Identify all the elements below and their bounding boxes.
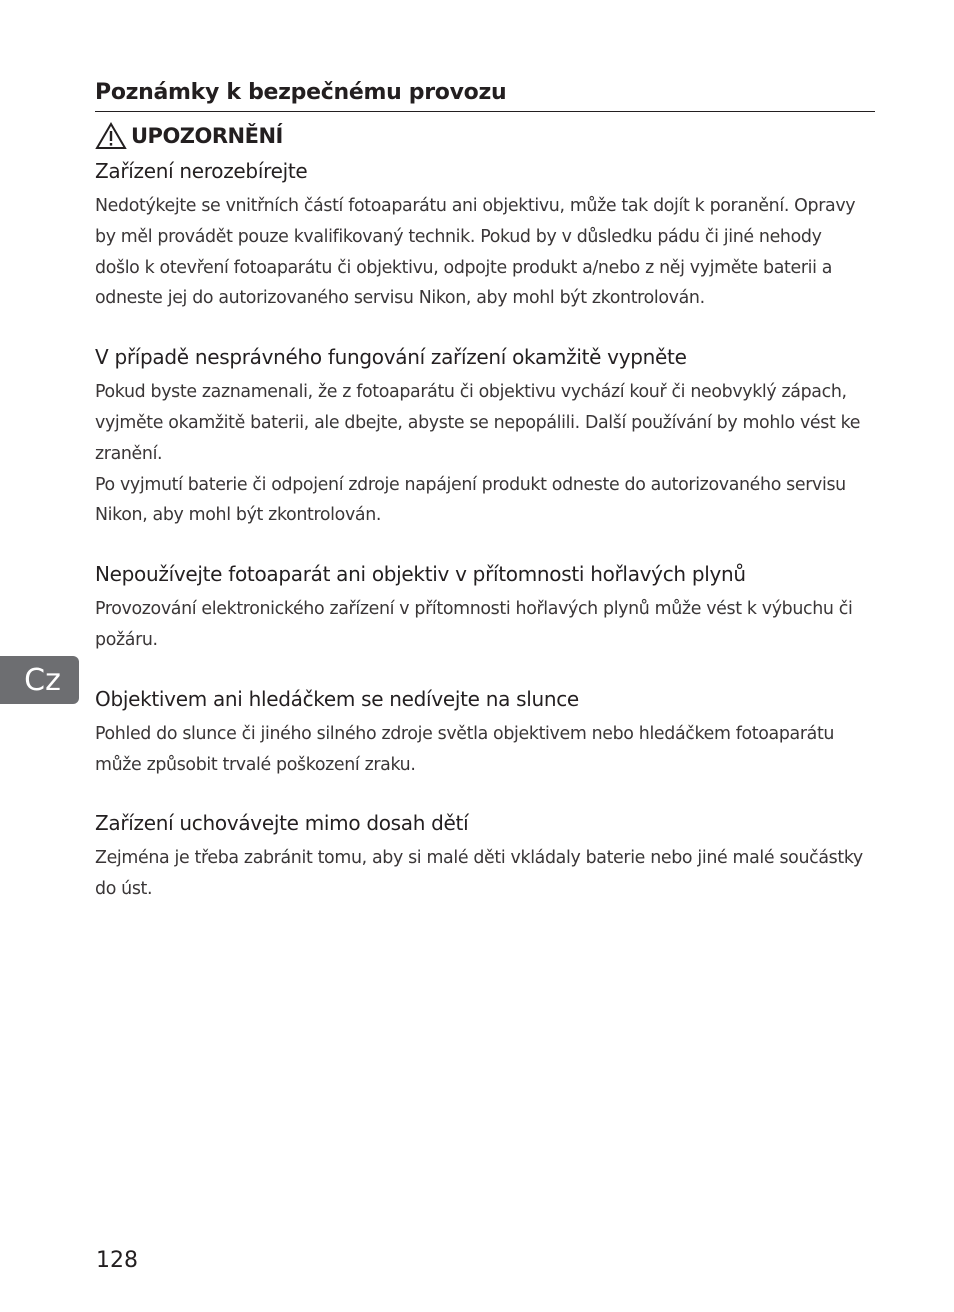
warning-triangle-icon — [95, 122, 127, 150]
section-malfunction — [95, 342, 865, 531]
section-heading: Zařízení uchovávejte mimo dosah dětí — [95, 811, 469, 836]
warning-label: UPOZORNĚNÍ — [131, 124, 283, 148]
section-heading: Objektivem ani hledáčkem se nedívejte na slunce — [95, 686, 579, 711]
section-children — [95, 808, 865, 905]
language-tab: Cz — [0, 656, 79, 704]
safety-notes — [95, 156, 865, 905]
warning-header — [95, 120, 283, 152]
section-disassembly — [95, 156, 865, 314]
section-heading: V případě nesprávného fungování zařízení okamžitě vypněte — [95, 345, 687, 370]
section-paragraph: Pokud byste zaznamenali, že z fotoaparátu či objektivu vychází kouř či neobvyklý zápach, vyjměte okamžitě baterii, ale dbejte, abyste se nepopálili. Další používání by mohlo vést ke zranění. — [95, 382, 861, 464]
section-sun-viewing — [95, 684, 865, 781]
section-body — [95, 594, 865, 656]
section-heading: Nepoužívejte fotoaparát ani objektiv v přítomnosti hořlavých plynů — [95, 562, 746, 587]
page-number: 128 — [96, 1248, 138, 1273]
section-heading: Zařízení nerozebírejte — [95, 159, 308, 183]
section-paragraph: Provozování elektronického zařízení v přítomnosti hořlavých plynů může vést k výbuchu či požáru. — [95, 599, 853, 650]
section-flammable-gas — [95, 559, 865, 656]
section-body — [95, 719, 865, 781]
section-body — [95, 191, 865, 314]
section-paragraph: Zejména je třeba zabránit tomu, aby si malé děti vkládaly baterie nebo jiné malé součástky do úst. — [95, 848, 863, 900]
section-paragraph: Pohled do slunce či jiného silného zdroje světla objektivem nebo hledáčkem fotoaparátu může způsobit trvalé poškození zraku. — [95, 723, 835, 775]
section-paragraph: Nedotýkejte se vnitřních částí fotoaparátu ani objektivu, může tak dojít k poranění. Opravy by měl provádět pouze kvalifikovaný technik. Pokud by v důsledku pádu či jiné nehody došlo k otevření fotoaparátu či objektivu, odpojte produkt a/nebo z něj vyjměte baterii a odneste jej do autorizovaného servisu Nikon, aby mohl být zkontrolován. — [95, 196, 856, 309]
title-divider — [95, 111, 875, 112]
section-body — [95, 843, 865, 905]
section-paragraph: Po vyjmutí baterie či odpojení zdroje napájení produkt odneste do autorizovaného servisu Nikon, aby mohl být zkontrolován. — [95, 474, 846, 526]
section-body — [95, 377, 865, 531]
page-title: Poznámky k bezpečnému provozu — [95, 80, 507, 105]
